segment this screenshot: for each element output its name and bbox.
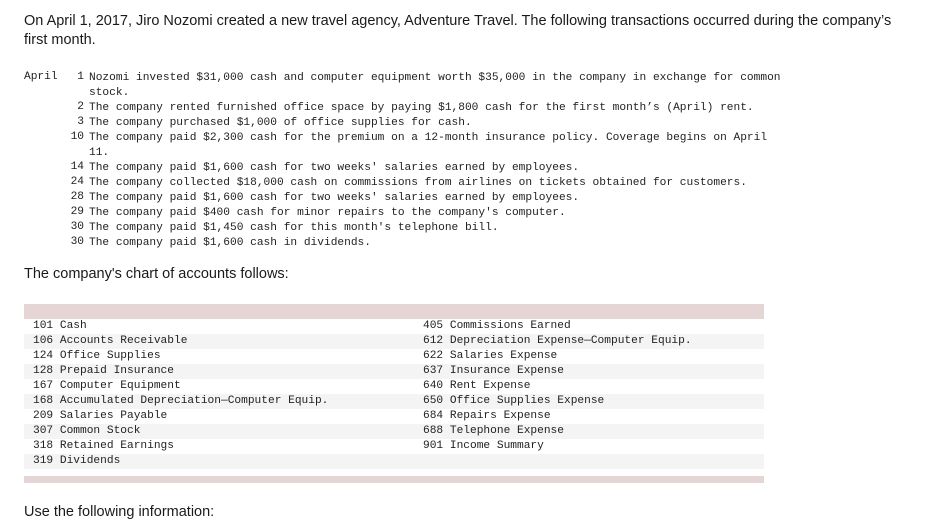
trailing-text: Use the following information: bbox=[24, 504, 215, 520]
transaction-text: Nozomi invested $31,000 cash and computer equipment worth $35,000 in the company in exchange for common stock. bbox=[89, 72, 781, 99]
transaction-day: 30 bbox=[70, 236, 84, 248]
transaction-text: The company paid $1,600 cash for two weeks' salaries earned by employees. bbox=[89, 192, 580, 204]
row-stripe bbox=[24, 454, 764, 469]
transaction-text: The company collected $18,000 cash on commissions from airlines on tickets obtained for customers. bbox=[89, 177, 747, 189]
transaction-day: 28 bbox=[70, 191, 84, 203]
month-label: April bbox=[24, 71, 58, 83]
transaction-text: The company paid $1,600 cash for two weeks' salaries earned by employees. bbox=[89, 162, 580, 174]
transaction-text: The company paid $1,600 cash in dividends. bbox=[89, 237, 371, 249]
account-left: 209 Salaries Payable bbox=[33, 410, 168, 422]
account-right: 901 Income Summary bbox=[423, 440, 544, 452]
account-left: 124 Office Supplies bbox=[33, 350, 161, 362]
table-header-band bbox=[24, 304, 764, 319]
transaction-day: 24 bbox=[70, 176, 84, 188]
transaction-day: 29 bbox=[70, 206, 84, 218]
transaction-text: The company rented furnished office space by paying $1,800 cash for the first month’s (April) rent. bbox=[89, 102, 754, 114]
transaction-day: 10 bbox=[70, 131, 84, 143]
transaction-text: The company paid $2,300 cash for the premium on a 12-month insurance policy. Coverage begins on April 11. bbox=[89, 132, 768, 159]
transaction-text: The company paid $400 cash for minor repairs to the company's computer. bbox=[89, 207, 566, 219]
account-left: 101 Cash bbox=[33, 320, 87, 332]
account-right: 688 Telephone Expense bbox=[423, 425, 564, 437]
chart-of-accounts-heading: The company's chart of accounts follows: bbox=[24, 266, 289, 282]
account-right: 650 Office Supplies Expense bbox=[423, 395, 605, 407]
transaction-day: 2 bbox=[77, 101, 84, 113]
account-left: 318 Retained Earnings bbox=[33, 440, 174, 452]
transaction-day: 14 bbox=[70, 161, 84, 173]
account-right: 622 Salaries Expense bbox=[423, 350, 558, 362]
account-right: 640 Rent Expense bbox=[423, 380, 531, 392]
transaction-day: 30 bbox=[70, 221, 84, 233]
account-left: 128 Prepaid Insurance bbox=[33, 365, 174, 377]
account-left: 319 Dividends bbox=[33, 455, 121, 467]
account-right: 637 Insurance Expense bbox=[423, 365, 564, 377]
account-right: 612 Depreciation Expense—Computer Equip. bbox=[423, 335, 692, 347]
transaction-day: 1 bbox=[77, 71, 84, 83]
transaction-text: The company purchased $1,000 of office supplies for cash. bbox=[89, 117, 472, 129]
table-footer-band bbox=[24, 476, 764, 483]
account-left: 167 Computer Equipment bbox=[33, 380, 181, 392]
account-left: 106 Accounts Receivable bbox=[33, 335, 188, 347]
transaction-day: 3 bbox=[77, 116, 84, 128]
account-right: 405 Commissions Earned bbox=[423, 320, 571, 332]
intro-paragraph: On April 1, 2017, Jiro Nozomi created a new travel agency, Adventure Travel. The following transactions occurred during the company’s first month. bbox=[24, 13, 892, 48]
account-right: 684 Repairs Expense bbox=[423, 410, 551, 422]
account-left: 168 Accumulated Depreciation—Computer Equip. bbox=[33, 395, 329, 407]
transaction-text: The company paid $1,450 cash for this month's telephone bill. bbox=[89, 222, 499, 234]
account-left: 307 Common Stock bbox=[33, 425, 141, 437]
